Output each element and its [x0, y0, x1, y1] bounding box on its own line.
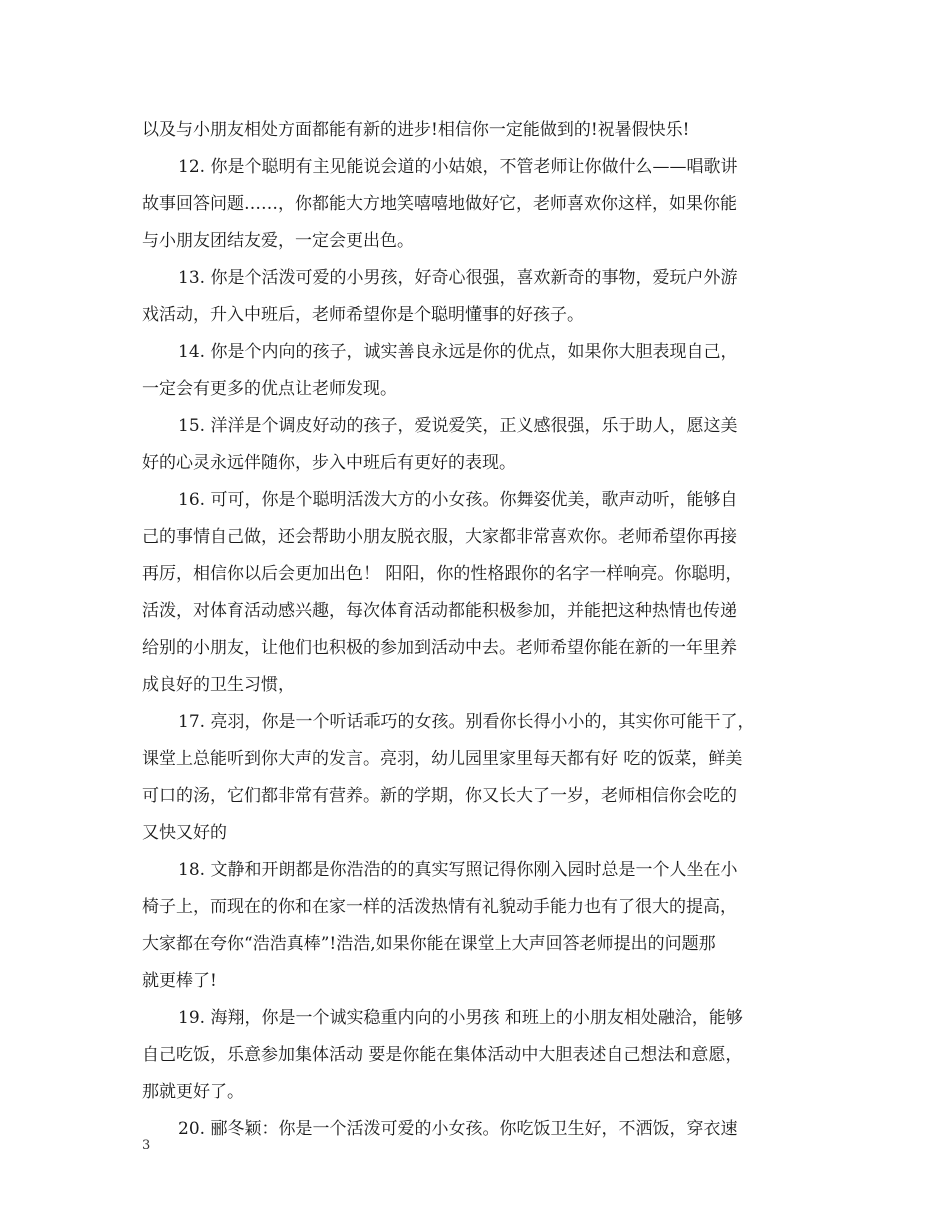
- text-line: 20. 郦冬颖：你是一个活泼可爱的小女孩。你吃饭卫生好，不洒饭，穿衣速: [178, 1119, 738, 1139]
- page-number: 3: [142, 1138, 151, 1153]
- text-line: 17. 亮羽，你是一个听话乖巧的女孩。别看你长得小小的，其实你可能干了，: [178, 712, 755, 732]
- text-line: 与小朋友团结友爱，一定会更出色。: [142, 231, 414, 251]
- text-line: 就更棒了!: [142, 971, 217, 991]
- text-line: 可口的汤，它们都非常有营养。新的学期，你又长大了一岁，老师相信你会吃的: [142, 786, 737, 806]
- text-line: 13. 你是个活泼可爱的小男孩，好奇心很强，喜欢新奇的事物，爱玩户外游: [178, 268, 738, 288]
- text-line: 给别的小朋友，让他们也积极的参加到活动中去。老师希望你能在新的一年里养: [142, 638, 737, 658]
- text-line: 椅子上，而现在的你和在家一样的活泼热情有礼貌动手能力也有了很大的提高，: [142, 897, 737, 917]
- text-line: 15. 洋洋是个调皮好动的孩子，爱说爱笑，正义感很强，乐于助人，愿这美: [178, 416, 738, 436]
- text-line: 以及与小朋友相处方面都能有新的进步!相信你一定能做到的!祝暑假快乐!: [142, 120, 690, 140]
- text-line: 18. 文静和开朗都是你浩浩的的真实写照记得你刚入园时总是一个人坐在小: [178, 860, 738, 880]
- text-line: 再厉，相信你以后会更加出色！ 阳阳，你的性格跟你的名字一样响亮。你聪明，: [142, 564, 743, 584]
- text-line: 活泼，对体育活动感兴趣，每次体育活动都能积极参加，并能把这种热情也传递: [142, 601, 737, 621]
- text-line: 一定会有更多的优点让老师发现。: [142, 379, 397, 399]
- text-line: 19. 海翔，你是一个诚实稳重内向的小男孩 和班上的小朋友相处融洽，能够: [178, 1008, 743, 1028]
- text-line: 自己吃饭，乐意参加集体活动 要是你能在集体活动中大胆表述自己想法和意愿，: [142, 1045, 743, 1065]
- text-line: 那就更好了。: [142, 1082, 244, 1102]
- text-line: 戏活动，升入中班后，老师希望你是个聪明懂事的好孩子。: [142, 305, 584, 325]
- text-line: 14. 你是个内向的孩子，诚实善良永远是你的优点，如果你大胆表现自己，: [178, 342, 738, 362]
- text-line: 12. 你是个聪明有主见能说会道的小姑娘，不管老师让你做什么——唱歌讲: [178, 157, 738, 177]
- text-line: 课堂上总能听到你大声的发言。亮羽，幼儿园里家里每天都有好 吃的饭菜，鲜美: [142, 749, 743, 769]
- text-line: 大家都在夸你“浩浩真棒”!浩浩,如果你能在课堂上大声回答老师提出的问题那: [142, 934, 716, 954]
- text-line: 好的心灵永远伴随你，步入中班后有更好的表现。: [142, 453, 516, 473]
- text-line: 己的事情自己做，还会帮助小朋友脱衣服，大家都非常喜欢你。老师希望你再接: [142, 527, 737, 547]
- body-text: [142, 112, 822, 1148]
- text-line: 故事回答问题……，你都能大方地笑嘻嘻地做好它，老师喜欢你这样，如果你能: [142, 194, 737, 214]
- text-line: 又快又好的: [142, 823, 227, 843]
- text-line: 16. 可可，你是个聪明活泼大方的小女孩。你舞姿优美，歌声动听，能够自: [178, 490, 738, 510]
- text-line: 成良好的卫生习惯，: [142, 675, 295, 695]
